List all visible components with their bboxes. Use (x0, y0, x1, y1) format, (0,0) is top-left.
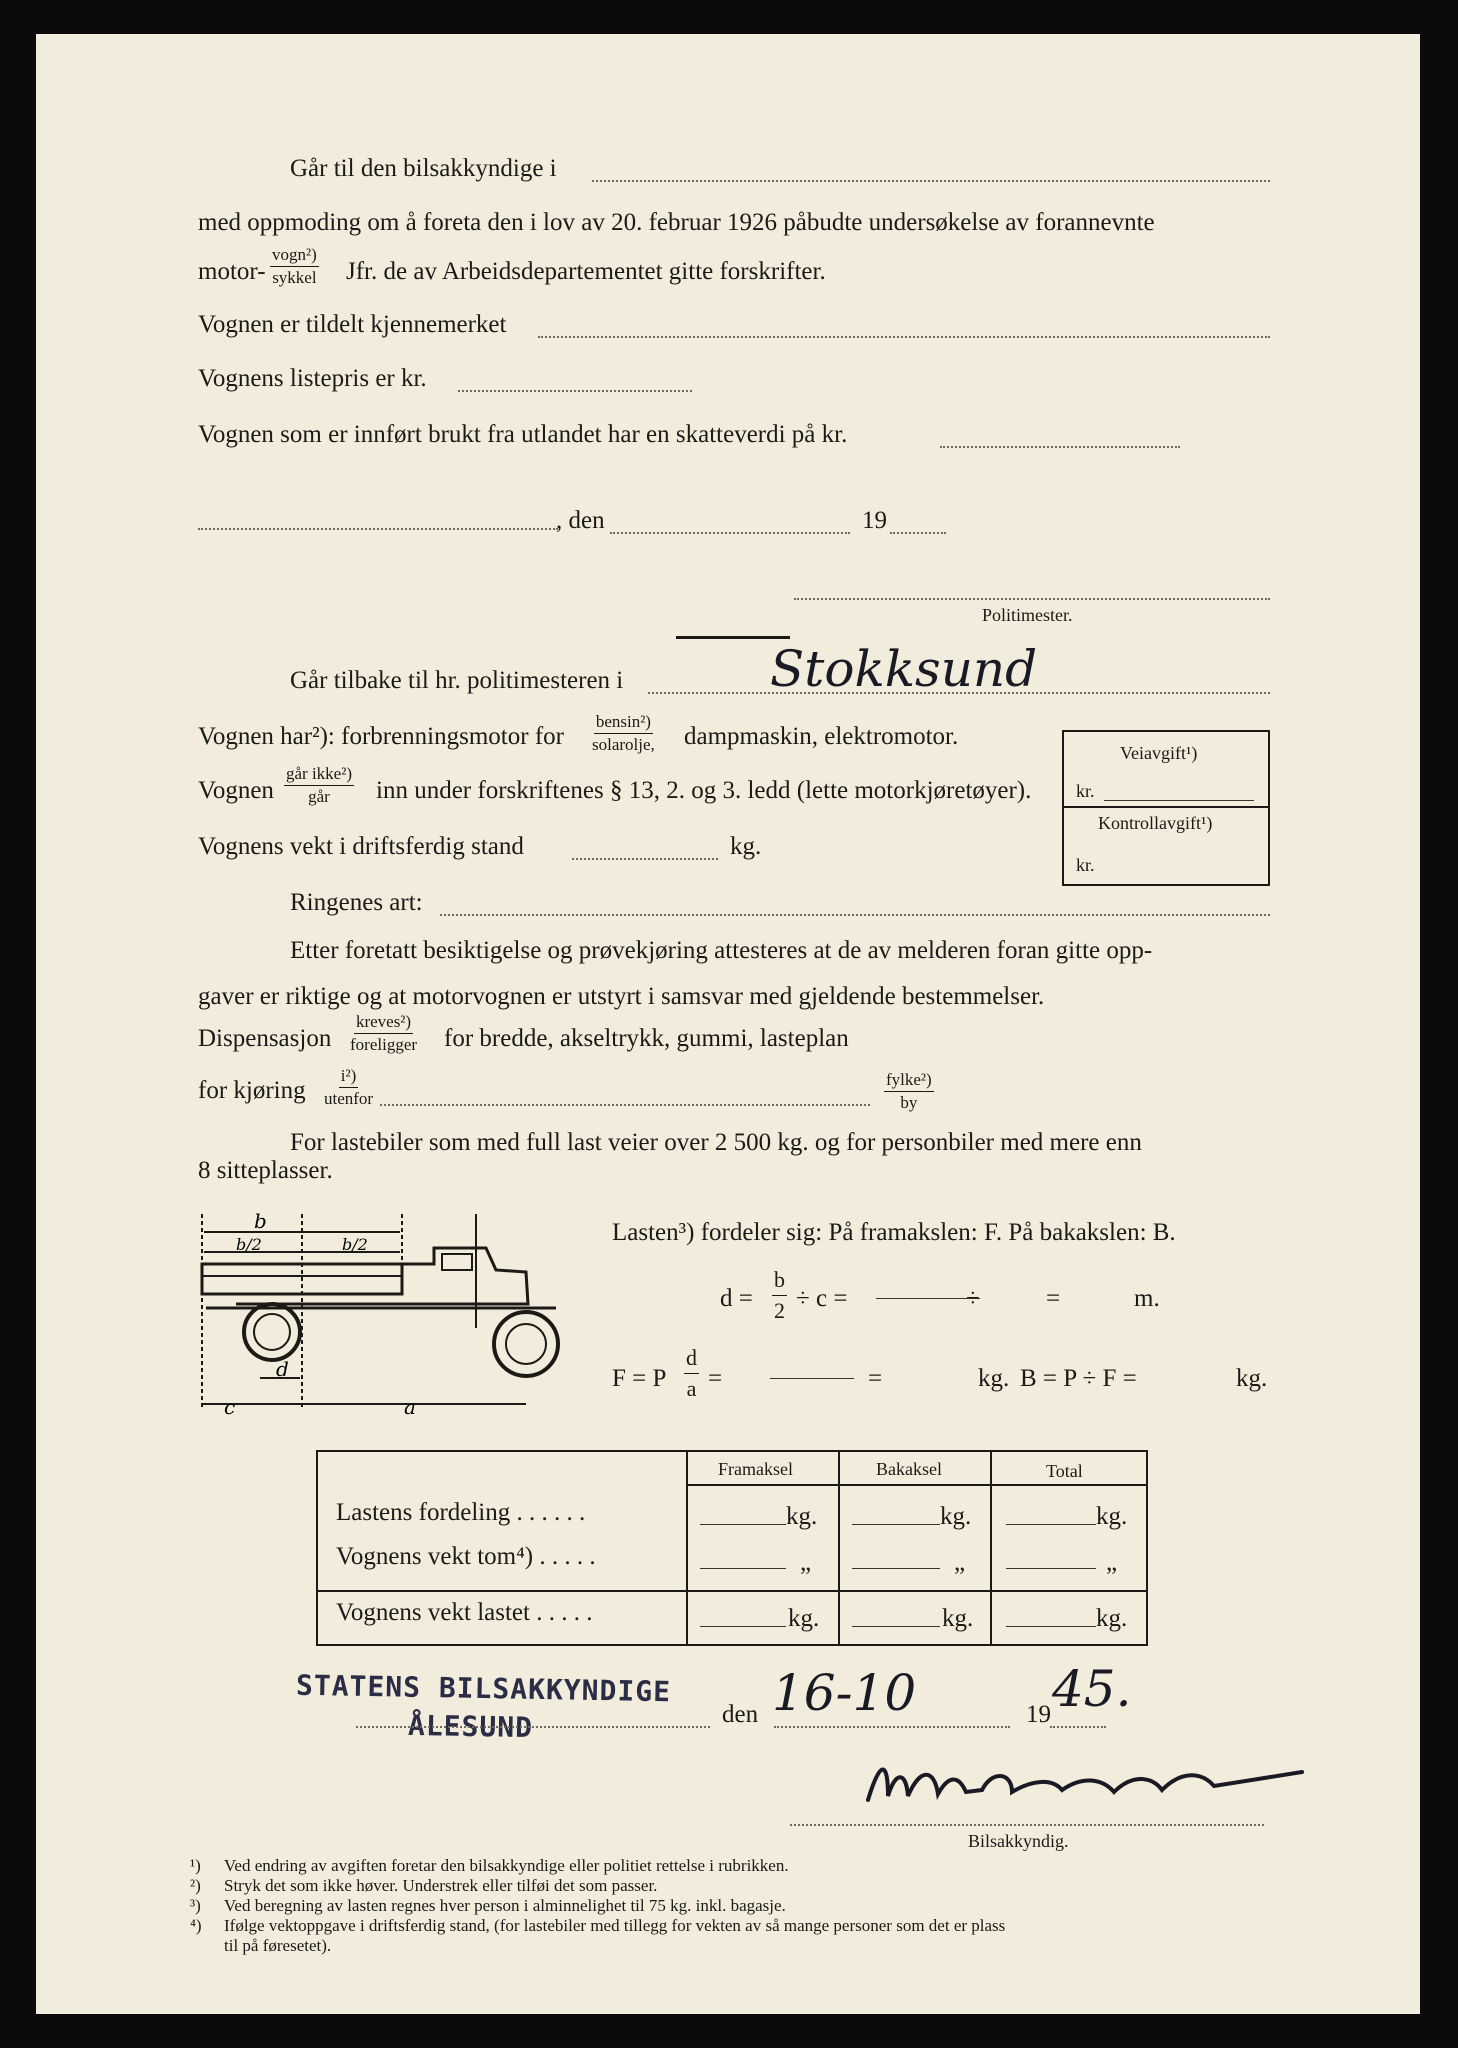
handwritten-year: 45. (1052, 1660, 1132, 1718)
attest-line-1: Etter foretatt besiktigelse og prøvekjøring attesteres at de av melderen foran gitte opp- (290, 937, 1153, 964)
formula1-fraction (772, 1266, 787, 1325)
fuel-fraction (592, 712, 655, 755)
motor-num: vogn²) (270, 245, 319, 267)
signature-year-prefix: 19 (1026, 1701, 1051, 1728)
kontrollavgift-kr: kr. (1076, 855, 1095, 875)
label-b: b (254, 1209, 267, 1233)
table-col-divider-1 (686, 1450, 688, 1644)
formula2-kg2: kg. (1236, 1365, 1268, 1392)
formula1-unit: m. (1134, 1285, 1160, 1312)
signature-den: den (722, 1701, 759, 1728)
formula2-eq2: = (868, 1365, 883, 1392)
veiavgift-label: Veiavgift¹) (1120, 743, 1198, 763)
table-cell-field[interactable] (1006, 1524, 1096, 1525)
table-cell-unit: kg. (940, 1503, 972, 1530)
table-cell-unit: kg. (786, 1503, 818, 1530)
vognen-label: Vognen (198, 777, 274, 804)
handwritten-date: 16-10 (772, 1664, 917, 1722)
goes-to-label: Går til den bilsakkyndige i (290, 155, 557, 182)
table-cell-field[interactable] (700, 1626, 786, 1627)
request-line: med oppmoding om å foreta den i lov av 20. februar 1926 påbudte undersøkelse av forannevnte (198, 209, 1155, 236)
label-d: d (276, 1357, 289, 1381)
disp-fraction (350, 1012, 417, 1055)
footnote-mark: ¹) (190, 1856, 201, 1875)
skatteverdi-label: Vognen som er innført brukt fra utlandet har en skatteverdi på kr. (198, 421, 848, 448)
formula1-prefix: d = (720, 1285, 753, 1312)
kjoring-label: for kjøring (198, 1077, 306, 1104)
formula2-prefix: F = P (612, 1365, 667, 1392)
bilsakkyndig-label: Bilsakkyndig. (968, 1831, 1069, 1851)
gar-den: går (308, 787, 330, 806)
table-cell-field[interactable] (852, 1524, 940, 1525)
listepris-label: Vognens listepris er kr. (198, 365, 427, 392)
truck-front-hub (506, 1324, 546, 1364)
veiavgift-field[interactable] (1104, 800, 1254, 801)
footnote-text: Ved endring av avgiften foretar den bilsakkyndige eller politiet rettelse i rubrikken. (224, 1856, 789, 1875)
label-half-1: b/2 (236, 1235, 262, 1254)
formula2-b: B = P ÷ F = (1020, 1365, 1137, 1392)
table-cell-field[interactable] (852, 1568, 940, 1569)
gar-rest: inn under forskriftenes § 13, 2. og 3. ledd (lette motorkjøretøyer). (376, 777, 1032, 804)
table-row-divider (318, 1590, 1146, 1592)
table-cell-field[interactable] (700, 1568, 786, 1569)
ringenes-label: Ringenes art: (290, 889, 423, 916)
formula2-field-1[interactable] (770, 1378, 854, 1379)
motor-den: sykkel (272, 268, 317, 287)
formula2-a: a (686, 1376, 697, 1401)
footnote-text: Ifølge vektoppgave i driftsferdig stand, (for lastebiler med tillegg for vekten av så mange personer som det er plass (224, 1916, 1006, 1935)
kontrollavgift-label: Kontrollavgift¹) (1098, 813, 1213, 833)
return-label: Går tilbake til hr. politimesteren i (290, 667, 624, 694)
motor-prefix: motor- (198, 258, 266, 285)
kjoring-num: i²) (339, 1066, 358, 1088)
skatteverdi-field[interactable] (940, 446, 1180, 448)
ringenes-field[interactable] (440, 914, 1270, 916)
handwritten-place: Stokksund (770, 640, 1038, 698)
truck-window (442, 1254, 472, 1270)
label-half-2: b/2 (342, 1235, 368, 1254)
lastebil-line-1: For lastebiler som med full last veier over 2 500 kg. og for personbiler med mere enn (290, 1129, 1142, 1156)
gar-num: går ikke²) (284, 764, 354, 786)
table-cell-unit: kg. (1096, 1503, 1128, 1530)
table-cell-unit: „ (1106, 1549, 1118, 1576)
date-den: , den (556, 507, 605, 534)
motor-suffix: Jfr. de av Arbeidsdepartementet gitte forskrifter. (346, 258, 826, 285)
motor-fraction (270, 245, 319, 288)
date-year-prefix: 19 (862, 507, 887, 534)
disp-den: foreligger (350, 1035, 418, 1054)
listepris-field[interactable] (458, 390, 692, 392)
year-field[interactable] (890, 532, 946, 534)
truck-rear-wheel (244, 1304, 300, 1360)
footnote-text: Stryk det som ikke høver. Understrek eller tilføi det som passer. (224, 1876, 658, 1895)
disp-num: kreves²) (354, 1012, 413, 1034)
motor-rest: dampmaskin, elektromotor. (684, 723, 959, 750)
formula-intro: Lasten³) fordeler sig: På framakslen: F. På bakakslen: B. (612, 1219, 1176, 1246)
disp-rest: for bredde, akseltrykk, gummi, lasteplan (444, 1025, 849, 1052)
lastebil-line-2: 8 sitteplasser. (198, 1157, 333, 1184)
politimester-label: Politimester. (982, 605, 1073, 625)
place-field[interactable] (198, 528, 558, 530)
table-cell-field[interactable] (852, 1626, 940, 1627)
truck-front-wheel (494, 1312, 558, 1376)
table-row-label: Vognens vekt lastet . . . . . (336, 1599, 593, 1626)
gar-fraction (284, 764, 354, 807)
table-cell-unit: „ (954, 1549, 966, 1576)
table-cell-unit: kg. (788, 1605, 820, 1632)
veiavgift-kr: kr. (1076, 781, 1095, 801)
fylke-fraction (884, 1070, 934, 1113)
footnote-mark: ²) (190, 1876, 201, 1895)
table-cell-unit: „ (800, 1549, 812, 1576)
kjennemerke-label: Vognen er tildelt kjennemerket (198, 311, 507, 338)
table-header-framaksel: Framaksel (718, 1459, 793, 1479)
label-a: a (404, 1395, 416, 1419)
kjoring-den: utenfor (324, 1089, 374, 1108)
formula2-d: d (684, 1344, 699, 1374)
table-cell-unit: kg. (942, 1605, 974, 1632)
table-cell-field[interactable] (1006, 1568, 1096, 1569)
attest-line-2: gaver er riktige og at motorvognen er utstyrt i samsvar med gjeldende bestemmelser. (198, 983, 1045, 1010)
signature-date-field[interactable] (774, 1726, 1010, 1728)
formula2-fraction (684, 1344, 699, 1403)
formula1-eq: = (1046, 1285, 1061, 1312)
vekt-label: Vognens vekt i driftsferdig stand (198, 833, 524, 860)
formula1-b: b (772, 1266, 787, 1296)
label-c: c (224, 1395, 236, 1419)
disp-label: Dispensasjon (198, 1025, 332, 1052)
footnote-text: Ved beregning av lasten regnes hver person i alminnelighet til 75 kg. inkl. bagasje. (224, 1896, 786, 1915)
formula2-eq1: = (708, 1365, 723, 1392)
signature-year-field[interactable] (1050, 1726, 1106, 1728)
handwritten-signature (862, 1750, 1312, 1820)
fylke-num: fylke²) (884, 1070, 934, 1092)
truck-diagram (196, 1208, 586, 1428)
vekt-field[interactable] (572, 858, 718, 860)
kjennemerke-field[interactable] (538, 336, 1270, 338)
table-cell-unit: kg. (1096, 1605, 1128, 1632)
table-col-divider-3 (990, 1450, 992, 1644)
fuel-den: solarolje, (592, 735, 655, 754)
formula2-kg1: kg. (978, 1365, 1010, 1392)
footnote-text: til på føresetet). (224, 1936, 332, 1955)
table-row-label: Lastens fordeling . . . . . . (336, 1499, 586, 1526)
footnote-mark: ⁴) (190, 1916, 202, 1935)
fylke-den: by (900, 1093, 918, 1112)
table-row-label: Vognens vekt tom⁴) . . . . . (336, 1543, 596, 1570)
table-cell-field[interactable] (700, 1524, 786, 1525)
motor-type-label: Vognen har²): forbrenningsmotor for (198, 723, 564, 750)
stamp-place-field[interactable] (356, 1726, 710, 1728)
formula1-div: ÷ (966, 1285, 980, 1312)
section-divider (676, 636, 790, 639)
fuel-num: bensin²) (594, 712, 653, 734)
formula1-mid: ÷ c = (796, 1285, 848, 1312)
formula1-2: 2 (774, 1298, 785, 1323)
kjoring-field[interactable] (380, 1104, 870, 1106)
date-field[interactable] (610, 532, 850, 534)
stamp-line-2: ÅLESUND (407, 1708, 534, 1745)
formula1-field-1[interactable] (876, 1298, 980, 1299)
truck-rear-hub (254, 1314, 290, 1350)
footnote-mark: ³) (190, 1896, 201, 1915)
kjoring-fraction (324, 1066, 373, 1109)
table-cell-field[interactable] (1006, 1626, 1096, 1627)
table-header-bakaksel: Bakaksel (876, 1459, 942, 1479)
vekt-unit: kg. (730, 833, 762, 860)
table-col-divider-2 (838, 1450, 840, 1644)
goes-to-field[interactable] (592, 180, 1270, 182)
table-header-total: Total (1046, 1461, 1083, 1481)
stamp-line-1: STATENS BILSAKKYNDIGE (295, 1668, 672, 1709)
